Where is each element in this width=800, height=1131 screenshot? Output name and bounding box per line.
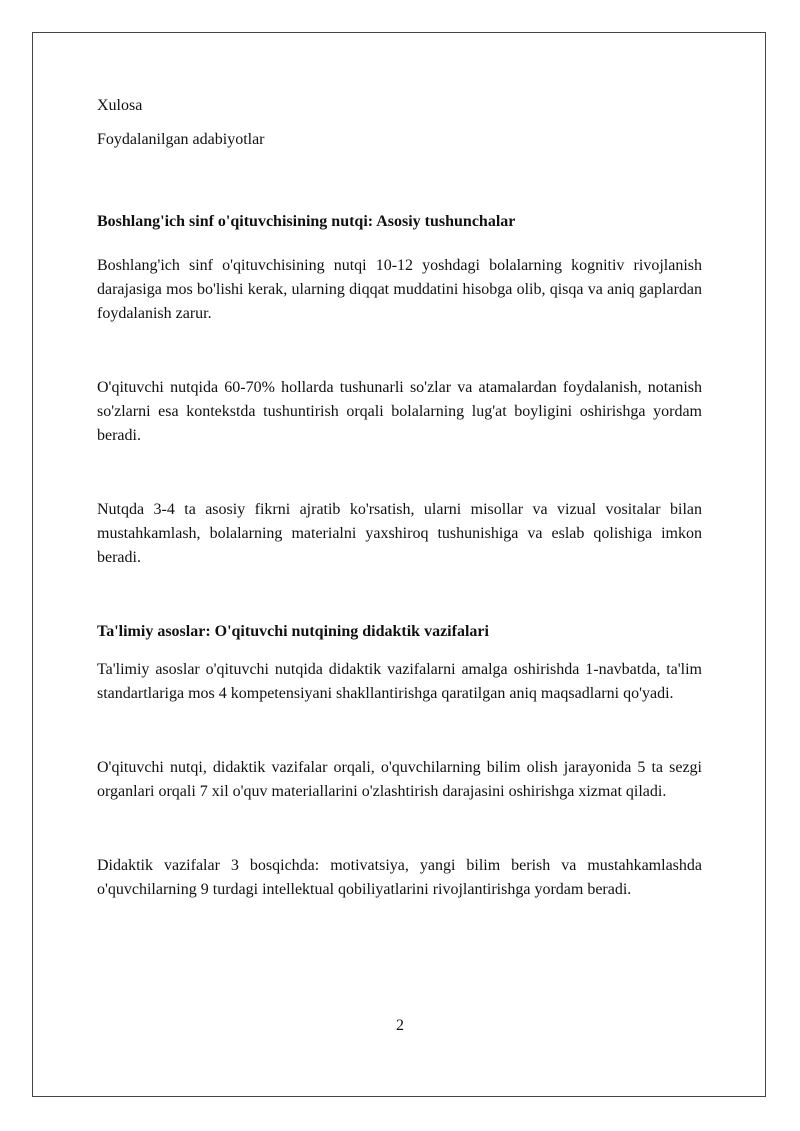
paragraph: Nutqda 3-4 ta asosiy fikrni ajratib ko'rsatish, ularni misollar va vizual vositalar bilan mustahkamlash, bolalarning materialni yaxshiroq tushunishiga va eslab qolishiga imkon beradi.	[97, 501, 702, 566]
paragraph: Didaktik vazifalar 3 bosqichda: motivatsiya, yangi bilim berish va mustahkamlashda o'quvchilarning 9 turdagi intellektual qobiliyatlarini rivojlantirishga yordam beradi.	[97, 857, 702, 898]
paragraph: O'qituvchi nutqi, didaktik vazifalar orqali, o'quvchilarning bilim olish jarayonida 5 ta sezgi organlari orqali 7 xil o'quv materiallarini o'zlashtirish darajasini oshirishga xizmat qiladi.	[97, 759, 702, 800]
paragraph: Ta'limiy asoslar o'qituvchi nutqida didaktik vazifalarni amalga oshirishda 1-navbatda, ta'lim standartlariga mos 4 kompetensiyani shakllantirishga qaratilgan aniq maqsadlarni qo'yadi.	[97, 661, 702, 702]
section-heading-didactic-functions: Ta'limiy asoslar: O'qituvchi nutqining didaktik vazifalari	[97, 623, 489, 640]
section-heading-basic-concepts: Boshlang'ich sinf o'qituvchisining nutqi: Asosiy tushunchalar	[97, 213, 516, 230]
document-content	[97, 94, 702, 902]
paragraph: Boshlang'ich sinf o'qituvchisining nutqi 10-12 yoshdagi bolalarning kognitiv rivojlanish darajasiga mos bo'lishi kerak, ularning diqqat muddatini hisobga olib, qisqa va aniq gaplardan foydalanish zarur.	[97, 257, 702, 322]
toc-item-references: Foydalanilgan adabiyotlar	[97, 131, 265, 148]
paragraph: O'qituvchi nutqida 60-70% hollarda tushunarli so'zlar va atamalardan foydalanish, notanish so'zlarni esa kontekstda tushuntirish orqali bolalarning lug'at boyligini oshirishga yordam beradi.	[97, 379, 702, 444]
page-number: 2	[396, 1017, 404, 1034]
toc-item-conclusion: Xulosa	[97, 97, 143, 114]
